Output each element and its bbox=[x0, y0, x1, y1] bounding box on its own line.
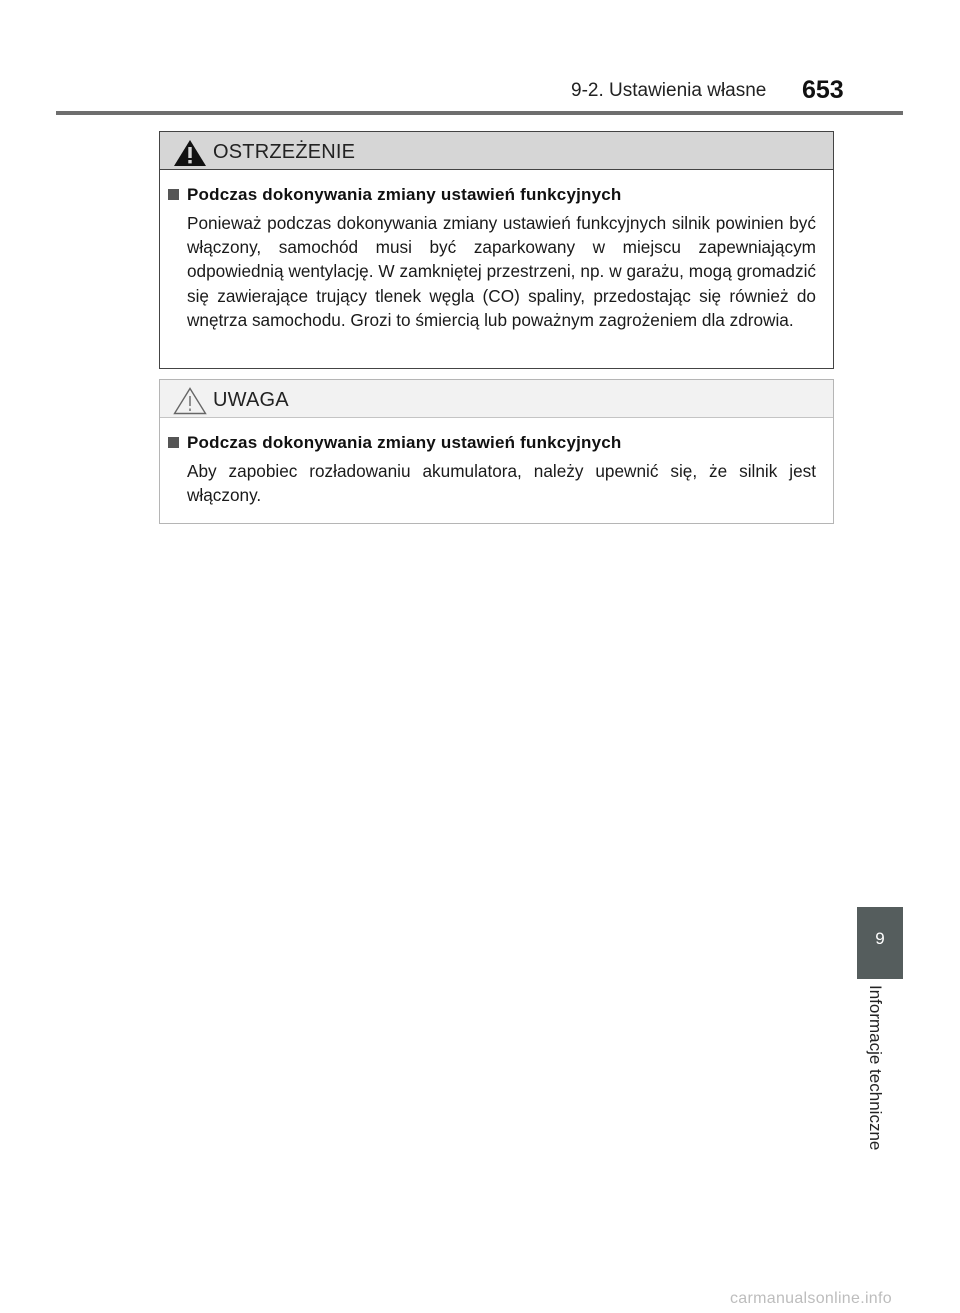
header-rule bbox=[56, 111, 903, 115]
warning-paragraph: Ponieważ podczas dokonywania zmiany ustawień funkcyjnych silnik powinien być włączony, samochód musi być zaparkowany w miejscu zapewniającym odpowiednią wentylację. W zamkniętej przestrzeni, np. w garażu, mogą gromadzić się zawierające trujący tlenek węgla (CO) spaliny, przedostając się również do wnętrza samochodu. Grozi to śmiercią lub poważnym zagrożeniem dla zdrowia. bbox=[187, 213, 816, 330]
warning-subheading bbox=[168, 183, 816, 206]
chapter-side-label bbox=[859, 985, 889, 1180]
header-section-title: 9-2. Ustawienia własne bbox=[571, 80, 767, 101]
notice-subheading-text: Podczas dokonywania zmiany ustawień funkcyjnych bbox=[187, 432, 622, 452]
warning-title: OSTRZEŻENIE bbox=[213, 141, 356, 163]
warning-box-body bbox=[160, 170, 833, 332]
notice-box-header bbox=[160, 380, 833, 418]
chapter-title: Informacje techniczne bbox=[866, 985, 885, 1151]
watermark: carmanualsonline.info bbox=[730, 1290, 892, 1307]
warning-triangle-outline-icon bbox=[173, 387, 207, 415]
page-number: 653 bbox=[802, 76, 844, 104]
bullet-square-icon bbox=[168, 437, 179, 448]
notice-subheading bbox=[168, 431, 816, 454]
warning-triangle-filled-icon bbox=[173, 139, 207, 167]
bullet-square-icon bbox=[168, 189, 179, 200]
warning-box-header bbox=[160, 132, 833, 170]
warning-box bbox=[159, 131, 834, 369]
warning-subheading-text: Podczas dokonywania zmiany ustawień funkcyjnych bbox=[187, 184, 622, 204]
notice-box-body bbox=[160, 418, 833, 507]
notice-box bbox=[159, 379, 834, 524]
chapter-side-tab bbox=[857, 907, 903, 979]
notice-paragraph: Aby zapobiec rozładowaniu akumulatora, należy upewnić się, że silnik jest włączony. bbox=[187, 461, 816, 506]
chapter-number: 9 bbox=[875, 929, 885, 948]
notice-title: UWAGA bbox=[213, 389, 289, 411]
